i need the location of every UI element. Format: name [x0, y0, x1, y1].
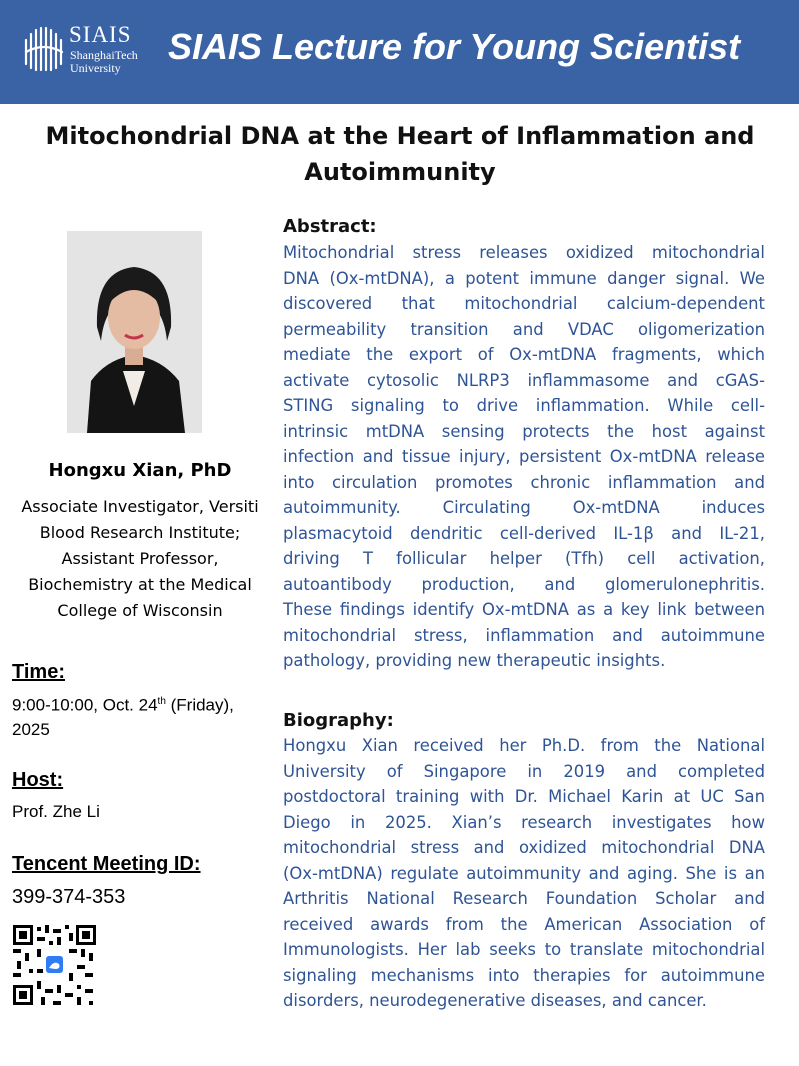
siais-logo-mark-icon	[22, 24, 66, 72]
speaker-affiliation: Associate Investigator, Versiti Blood Research Institute; Assistant Professor, Biochemistry at the Medical College of Wisconsin	[21, 497, 259, 620]
abstract-text: Mitochondrial stress releases oxidized mitochondrial DNA (Ox-mtDNA), a potent immune danger signal. We discovered that mitochondrial calcium-dependent permeability transition and VDAC oligomerization mediate the export of Ox-mtDNA fragments, which activate cytosolic NLRP3 inflammasome and cGAS- STING signaling to drive inflammation. While cell- intrinsic mtDNA sensing protects the host against infection and tissue injury, persistent Ox-mtDNA release into circulation promotes chronic inflammation and autoimmunity. Circulating Ox-mtDNA induces plasmacytoid dendritic cell-derived IL-1β and IL-21, driving T follicular helper (Tfh) cell activation, autoantibody production, and glomerulonephritis. These findings identify Ox-mtDNA as a key link between mitochondrial stress, inflammation and autoimmune pathology, providing new therapeutic insights.	[283, 243, 765, 670]
meeting-id-label: Tencent Meeting ID:	[12, 853, 201, 875]
biography-text: Hongxu Xian received her Ph.D. from the National University of Singapore in 2019 and completed postdoctoral training with Dr. Michael Karin at UC San Diego in 2025. Xian’s research investigates how mitochondrial stress and oxidized mitochondrial DNA (Ox-mtDNA) regulate autoimmunity and aging. She is an Arthritis National Research Foundation Scholar and received awards from the American Association of Immunologists. Her lab seeks to translate mitochondrial signaling mechanisms into therapies for autoimmune disorders, neurodegenerative diseases, and cancer.	[283, 736, 765, 1010]
time-label: Time:	[12, 661, 65, 683]
abstract-heading: Abstract:	[283, 216, 377, 237]
logo-subtitle: ShanghaiTech University	[70, 48, 138, 75]
speaker-portrait-image	[67, 231, 202, 433]
banner-title: SIAIS Lecture for Young Scientist	[168, 26, 741, 67]
lecture-title: Mitochondrial DNA at the Heart of Inflammation and Autoimmunity	[45, 122, 755, 186]
speaker-photo	[67, 231, 202, 433]
header-banner	[0, 0, 799, 104]
meeting-id-value: 399-374-353	[12, 886, 126, 908]
biography-heading: Biography:	[283, 710, 394, 731]
speaker-name: Hongxu Xian, PhD	[48, 460, 232, 481]
host-label: Host:	[12, 769, 64, 791]
time-value: 9:00-10:00, Oct. 24th (Friday), 2025	[12, 695, 234, 739]
siais-logo	[22, 22, 152, 78]
meeting-qr-code[interactable]	[13, 925, 96, 1005]
logo-name: SIAIS	[69, 22, 132, 47]
host-value: Prof. Zhe Li	[12, 802, 100, 821]
